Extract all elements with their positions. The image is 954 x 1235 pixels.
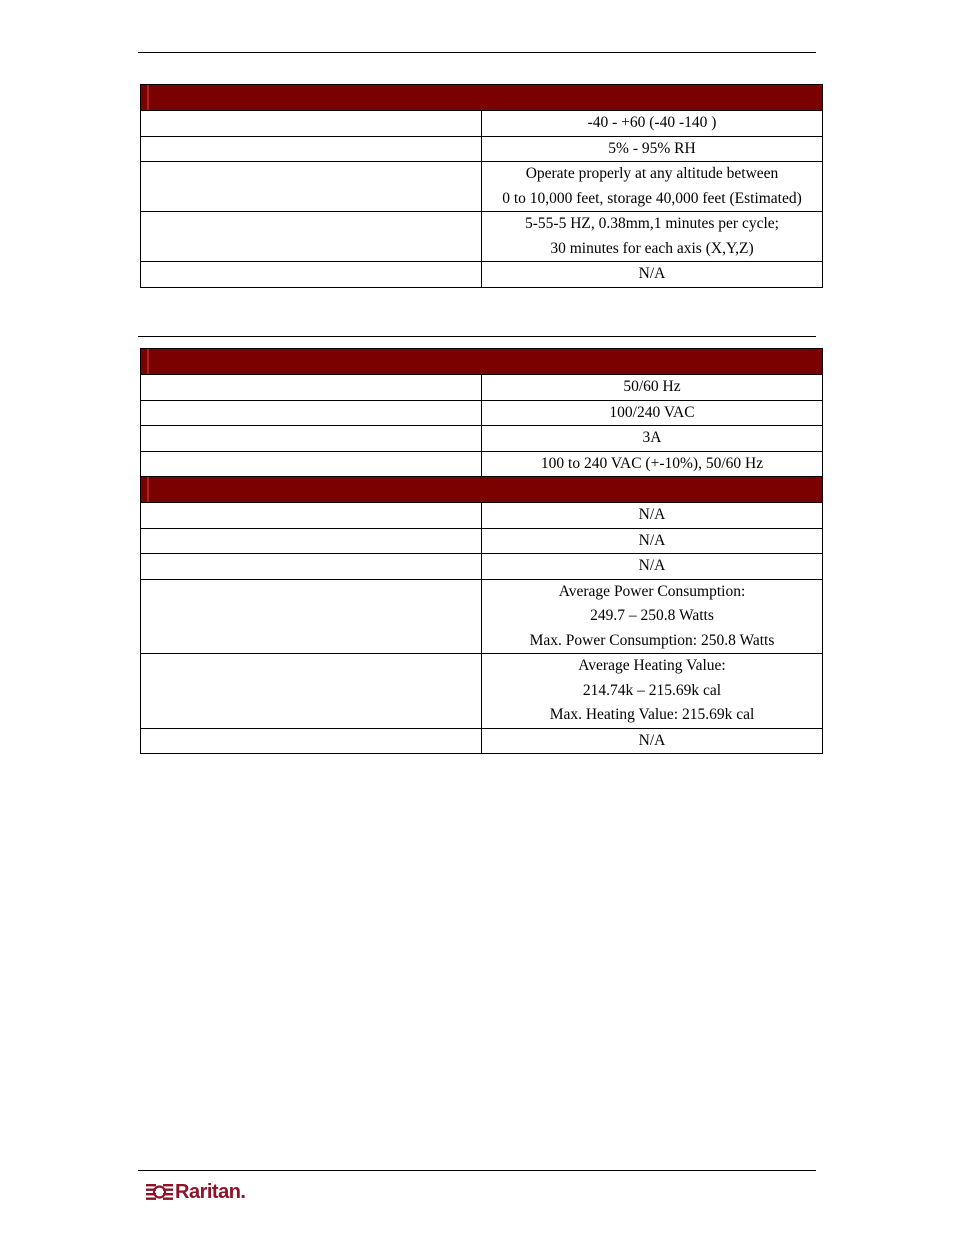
value-line: N/A [638,265,666,282]
row-value-cell [482,400,823,426]
value-line: Max. Power Consumption: 250.8 Watts [529,631,775,649]
table-row [141,111,823,137]
row-value-cell [482,554,823,580]
value-line: N/A [638,531,666,549]
value-line: 100 to 240 VAC (+-10%), 50/60 Hz [540,454,764,472]
row-label-cell [141,503,482,529]
value-line: N/A [638,506,666,523]
value-line: 214.74k – 215.69k cal [582,681,722,699]
row-label-cell [141,728,482,754]
table-row [141,162,823,212]
power-spec-table [140,348,823,754]
value-line: N/A [638,731,666,749]
value-line: N/A [638,557,666,574]
row-value-cell [482,375,823,401]
header-accent-bar [147,85,149,110]
row-label-cell [141,528,482,554]
table-row [141,212,823,262]
row-value-cell [482,503,823,529]
table-row [141,375,823,401]
table-row [141,728,823,754]
table-row [141,528,823,554]
value-line: 50/60 Hz [623,378,681,395]
row-value-cell [482,212,823,262]
table-section-header [141,349,823,375]
raritan-logo [146,1180,246,1204]
row-label-cell [141,111,482,137]
table-section-header [141,85,823,111]
value-line: 0 to 10,000 feet, storage 40,000 feet (Estimated) [502,189,802,207]
row-value-cell [482,579,823,654]
row-value-cell [482,162,823,212]
value-line: Average Heating Value: [578,657,726,674]
header-accent-bar [147,477,149,502]
value-line: 3A [642,429,662,446]
header-accent-bar [147,349,149,374]
table-row [141,579,823,654]
table-row [141,426,823,452]
row-label-cell [141,579,482,654]
row-label-cell [141,212,482,262]
row-value-cell [482,426,823,452]
value-line: 5-55-5 HZ, 0.38mm,1 minutes per cycle; [525,215,779,232]
value-line: 100/240 VAC [609,403,695,421]
value-line: Average Power Consumption: [558,582,746,600]
row-value-cell [482,136,823,162]
top-header-rule [138,52,816,53]
table-row [141,654,823,729]
row-value-cell [482,654,823,729]
value-line: -40 - +60 (-40 -140 ) [587,114,717,131]
row-label-cell [141,554,482,580]
value-line: 30 minutes for each axis (X,Y,Z) [550,239,754,257]
row-label-cell [141,136,482,162]
row-value-cell [482,451,823,477]
row-label-cell [141,451,482,477]
section-header-cell [141,477,823,503]
value-line: 5% - 95% RH [608,139,696,157]
row-label-cell [141,400,482,426]
table-row [141,503,823,529]
row-label-cell [141,375,482,401]
section-divider-rule [138,336,816,337]
row-label-cell [141,426,482,452]
section-header-cell [141,85,823,111]
row-label-cell [141,654,482,729]
row-label-cell [141,162,482,212]
value-line: Max. Heating Value: 215.69k cal [549,706,755,723]
raritan-logo-dot: . [240,1180,246,1203]
raritan-logo-text: Raritan [175,1181,241,1203]
table-row [141,262,823,288]
section-header-cell [141,349,823,375]
table-row [141,136,823,162]
value-line: 249.7 – 250.8 Watts [590,607,714,624]
row-value-cell [482,528,823,554]
row-value-cell [482,262,823,288]
value-line: Operate properly at any altitude between [525,165,779,182]
environmental-spec-table [140,84,823,288]
table-row [141,400,823,426]
row-value-cell [482,111,823,137]
table-section-header [141,477,823,503]
footer-rule [138,1170,816,1171]
table-row [141,451,823,477]
row-value-cell [482,728,823,754]
row-label-cell [141,262,482,288]
raritan-logo-mark-icon [146,1182,173,1202]
table-row [141,554,823,580]
